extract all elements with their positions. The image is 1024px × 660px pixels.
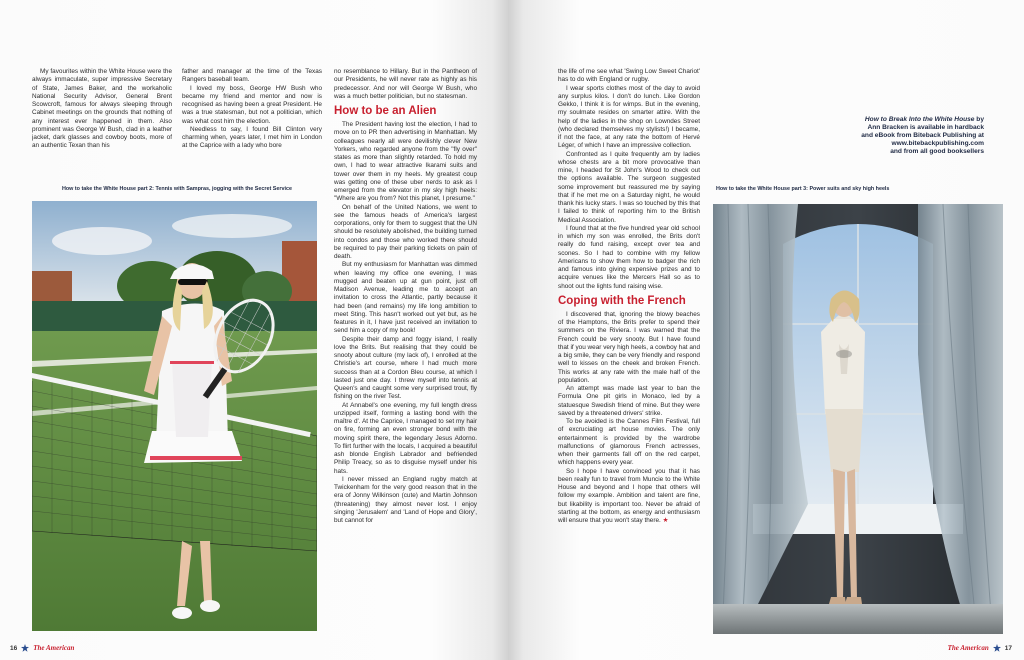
body-paragraph: An attempt was made last year to ban the Formula One pit girls in Monaco, led by a statuesque Swedish friend of mine. But they were saved by a threatened drivers' strike. [558,385,700,417]
body-paragraph: At Annabel's one evening, my full length dress unzipped itself, forming a lasting bond with the maître d'. At the Caprice, I managed to set my hair on fire, forming an even stronger bond with the moving spirit there, the legendary Jesus Adorno. To flirt further with the locals, I acquired a beautiful ash blonde English Labrador and befriended Philip Treacy, so as to disguise myself under his hats. [334,401,477,475]
body-paragraph: I wear sports clothes most of the day to avoid any surplus kilos. I don't do lunch. Like Gordon Gekko, I think it is for wimps. But in the evening, my soulmate resides on smarter attire. With the help of the ladies in the shop on Lowndes Street (who declared themselves my stylists!) I became, if not the face, at any rate the bottom of Hervé Léger, of which I have an impressive collection. [558,84,700,150]
magazine-brand-right: The American [947,644,989,652]
photo-caption-right: How to take the White House part 3: Power suits and sky high heels [716,186,890,192]
right-page [508,0,1024,660]
tennis-photo-illustration [32,201,317,631]
promo-line3: and eBook from Biteback Publishing at [861,132,984,139]
promo-line1: by [974,116,984,123]
end-mark-star-icon: ★ [662,517,669,524]
body-paragraph: no resemblance to Hillary. But in the Pantheon of our Presidents, he will never rate as highly as his predecessor. And nor will George W Bush, who was a much better politician, but no statesman. [334,68,477,100]
body-paragraph: On behalf of the United Nations, we went to see the famous heads of America's largest corporations, only for them to suggest that the UN should be resolutely abolished, the building turned into condos and those who worked there should be required to pay their parking tickets on pain of death. [334,203,477,260]
star-logo-icon [21,644,29,652]
body-paragraph: I never missed an England rugby match at Twickenham for the very good reason that in the era of Jonny Wilkinson (cute) and Martin Johnson (threatening) they almost never lost. I enjoy singing 'Jerusalem' and 'Land of Hope and Glory', but cannot for [334,475,477,524]
body-paragraph: But my enthusiasm for Manhattan was dimmed when leaving my office one evening, I was mugged and beaten up at gun point, just off Madison Avenue, leading me to accept an invitation to cross the Atlantic, partly because it had been (and remains) my life long ambition to meet Sting. This hasn't worked out yet but, as he features in it, I have just received an invitation to send him a copy of my book! [334,261,477,335]
body-paragraph: I discovered that, ignoring the blowy beaches of the Hamptons, the Brits prefer to spend their summers on the Riviera. I was warned that the French could be very snooty. But I have found that if you wear very high heels, a cowboy hat and a big smile, they can be very friendly and respond well to kisses on the cheek and broken French. This works at any rate with the male half of the population. [558,310,700,384]
promo-website-link[interactable]: www.bitebackpublishing.com [891,140,984,147]
body-paragraph: the life of me see what 'Swing Low Sweet Chariot' has to do with England or rugby. [558,68,700,84]
book-promo [836,116,984,156]
power-suit-photo-illustration [713,204,1003,634]
body-paragraph: So I hope I have convinced you that it has been really fun to travel from Muncie to the White House and beyond and I hope that others will follow my example. Ambition and talent are fine, but likability is important too. Never be afraid of starting at the bottom, as energy and enthusiasm will ensure that you won't stay there. ★ [558,467,700,524]
left-column-3 [334,68,477,640]
tennis-photo [32,201,317,631]
star-logo-icon [993,644,1001,652]
right-column-1 [558,68,700,640]
body-paragraph: Confronted as I quite frequently am by ladies whose chests are a bit more provocative than mine, I headed for St John's Wood to check out the options available. The surgeon suggested some improvement but reassured me by saying that if he met me on a Saturday night, he would thank his lucky stars. I was so touched by this that I failed to think of reporting him to the British Medical Association. [558,150,700,224]
body-paragraph: My favourites within the White House were the always immaculate, super impressive Secretary of State, James Baker, and the workaholic National Security Advisor, General Brent Scowcroft, famous for always sleeping through Cabinet meetings on the grounds that nothing of any interest ever happened in them. Also prominent was George W Bush, clad in a leather jacket, dark glasses and cowboy boots, more of an authentic Texan than his [32,68,172,150]
left-column-2 [182,68,322,188]
promo-line2: Ann Bracken is available in hardback [867,124,984,131]
body-paragraph: I found that at the five hundred year old school in which my son was enrolled, the Brits don't really do fund raising, except over tea and scones. So I had to combine with my fellow Americans to show them how to badger the rich and famous into giving expensive prizes and to acquire venues like the Mercers Hall so as to shoot out the lights fund raising wise. [558,224,700,290]
left-column-1 [32,68,172,188]
page-number-right: 17 [1004,644,1012,652]
right-folio [948,644,1012,652]
page-number-left: 16 [10,644,18,652]
body-paragraph: I loved my boss, George HW Bush who became my friend and mentor and now is recognised as having been a great President. He was a true statesman, but not a politician, which was what cost him the election. [182,84,322,125]
body-paragraph: The President having lost the election, I had to move on to PR then advertising in Manhattan. My colleagues nearly all were devilishly clever New Yorkers, who regarded anyone from the "fly over" states as more than slightly retarded. To hold my own, I had to wear attractive Ikarami suits and tower over them in my heels. My greatest coup was getting one of these uber nerds to ask as I emerged from the elevator in my sky high heels: "Where are you from? Not this planet, I presume." [334,121,477,203]
promo-line5: and from all good booksellers [890,148,984,155]
section-heading: How to be an Alien [334,105,437,117]
promo-book-title: How to Break Into the White House [864,116,975,123]
left-page [0,0,508,660]
section-heading: Coping with the French [558,294,686,307]
magazine-brand-left: The American [33,644,75,652]
body-paragraph: Needless to say, I found Bill Clinton very charming when, years later, I met him in London at the Caprice with a lady who bore [182,125,322,150]
left-folio [10,644,74,652]
body-paragraph: father and manager at the time of the Texas Rangers baseball team. [182,68,322,84]
photo-caption-left: How to take the White House part 2: Tennis with Sampras, jogging with the Secret Service [62,186,292,192]
body-paragraph: Despite their damp and foggy island, I really love the Brits. But realising that they could be snooty about culture (my lack of), I enrolled at the Christie's art course, where I had much more success than at a Cordon Bleu course, at which I lasted just one day. I threw myself into tennis at Queen's and caught some very surprised trout, fly fishing on the river Test. [334,335,477,401]
white-house-photo [713,204,1003,634]
body-paragraph: To be avoided is the Cannes Film Festival, full of excruciating art house movies. The only entertainment is provided by the wardrobe malfunctions of glamorous French actresses, when their garments fall off on the red carpet, which happens every year. [558,418,700,467]
